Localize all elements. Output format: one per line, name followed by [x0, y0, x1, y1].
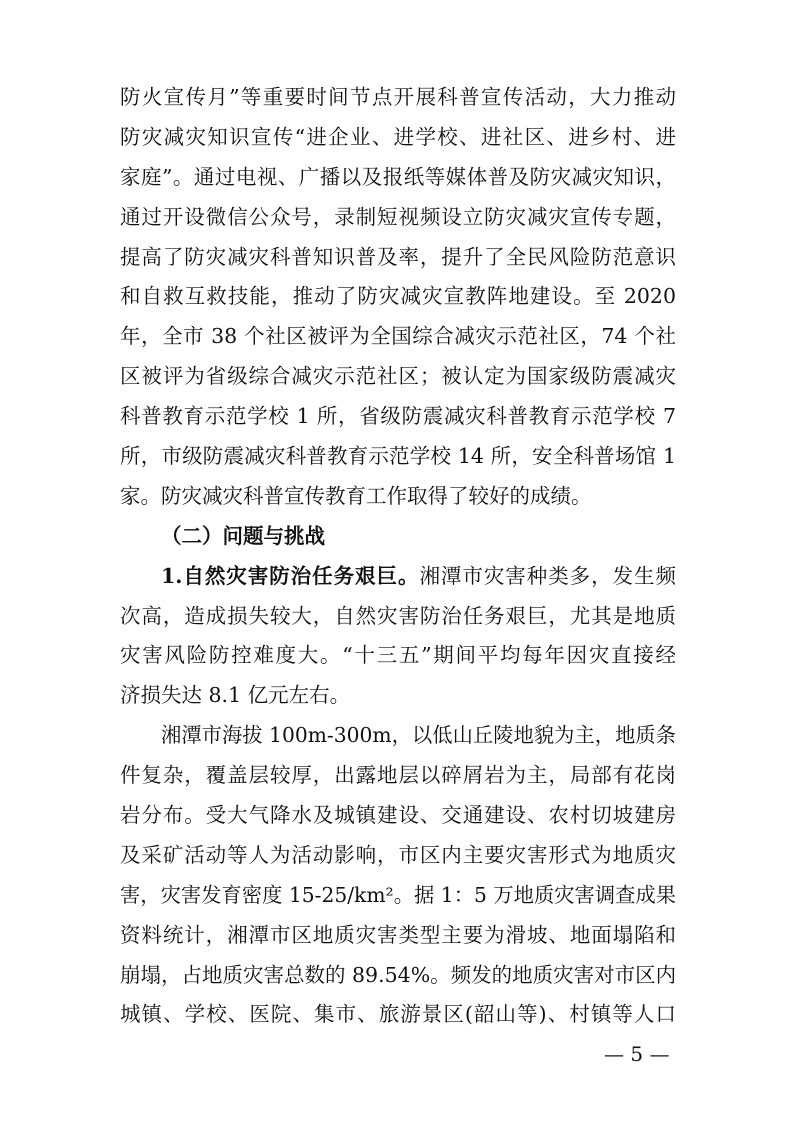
text-line: 家庭”。通过电视、广播以及报纸等媒体普及防灾减灾知识， [120, 164, 676, 189]
text-line: 崩塌，占地质灾害总数的 89.54%。频发的地质灾害对市区内 [120, 962, 677, 987]
text-line: 城镇、学校、医院、集市、旅游景区(韶山等)、村镇等人口 [120, 1002, 676, 1027]
text-line: 提高了防灾减灾科普知识普及率，提升了全民风险防范意识 [120, 244, 676, 269]
text-line: 家。防灾减灾科普宣传教育工作取得了较好的成绩。 [120, 483, 592, 508]
text-line: 通过开设微信公众号，录制短视频设立防灾减灾宣传专题， [120, 204, 676, 229]
text-line: 次高，造成损失较大，自然灾害防治任务艰巨，尤其是地质 [120, 603, 676, 628]
page-number: — 5 — [604, 1042, 670, 1066]
text-line: 济损失达 8.1 亿元左右。 [120, 683, 351, 708]
text-line: 害，灾害发育密度 15-25/km²。据 1：5 万地质灾害调查成果 [120, 882, 676, 907]
text-line [120, 557, 676, 597]
text-line: 防火宣传月”等重要时间节点开展科普宣传活动，大力推动 [120, 85, 676, 109]
body-text [120, 78, 676, 1035]
text-line: 区被评为省级综合减灾示范社区；被认定为国家级防震减灾 [120, 364, 676, 389]
text-line: 及采矿活动等人为活动影响，市区内主要灾害形式为地质灾 [120, 842, 676, 867]
paragraph-geology [120, 716, 676, 1035]
section-heading: （二）问题与挑战 [161, 523, 325, 548]
text-line: 所，市级防震减灾科普教育示范学校 14 所，安全科普场馆 1 [120, 444, 676, 469]
text-line: 岩分布。受大气降水及城镇建设、交通建设、农村切坡建房 [120, 803, 676, 828]
text-line: 科普教育示范学校 1 所，省级防震减灾科普教育示范学校 7 [120, 404, 676, 429]
text-line: 和自救互救技能，推动了防灾减灾宣教阵地建设。至 2020 [120, 284, 676, 309]
text-line: 防灾减灾知识宣传“进企业、进学校、进社区、进乡村、进 [120, 124, 676, 149]
paragraph-publicity [120, 78, 676, 517]
text-line: 湘潭市海拔 100m-300m，以低山丘陵地貌为主，地质条 [161, 723, 676, 748]
lead-rest: 湘潭市灾害种类多，发生频 [419, 563, 677, 588]
bold-lead: 1.自然灾害防治任务艰巨。 [161, 563, 420, 588]
text-line: 灾害风险防控难度大。“十三五”期间平均每年因灾直接经 [120, 643, 676, 668]
text-line: 件复杂，覆盖层较厚，出露地层以碎屑岩为主，局部有花岗 [120, 763, 676, 788]
paragraph-challenge-1 [120, 557, 676, 717]
text-line: 资料统计，湘潭市区地质灾害类型主要为滑坡、地面塌陷和 [120, 922, 676, 947]
text-line: 年，全市 38 个社区被评为全国综合减灾示范社区，74 个社 [120, 324, 676, 349]
